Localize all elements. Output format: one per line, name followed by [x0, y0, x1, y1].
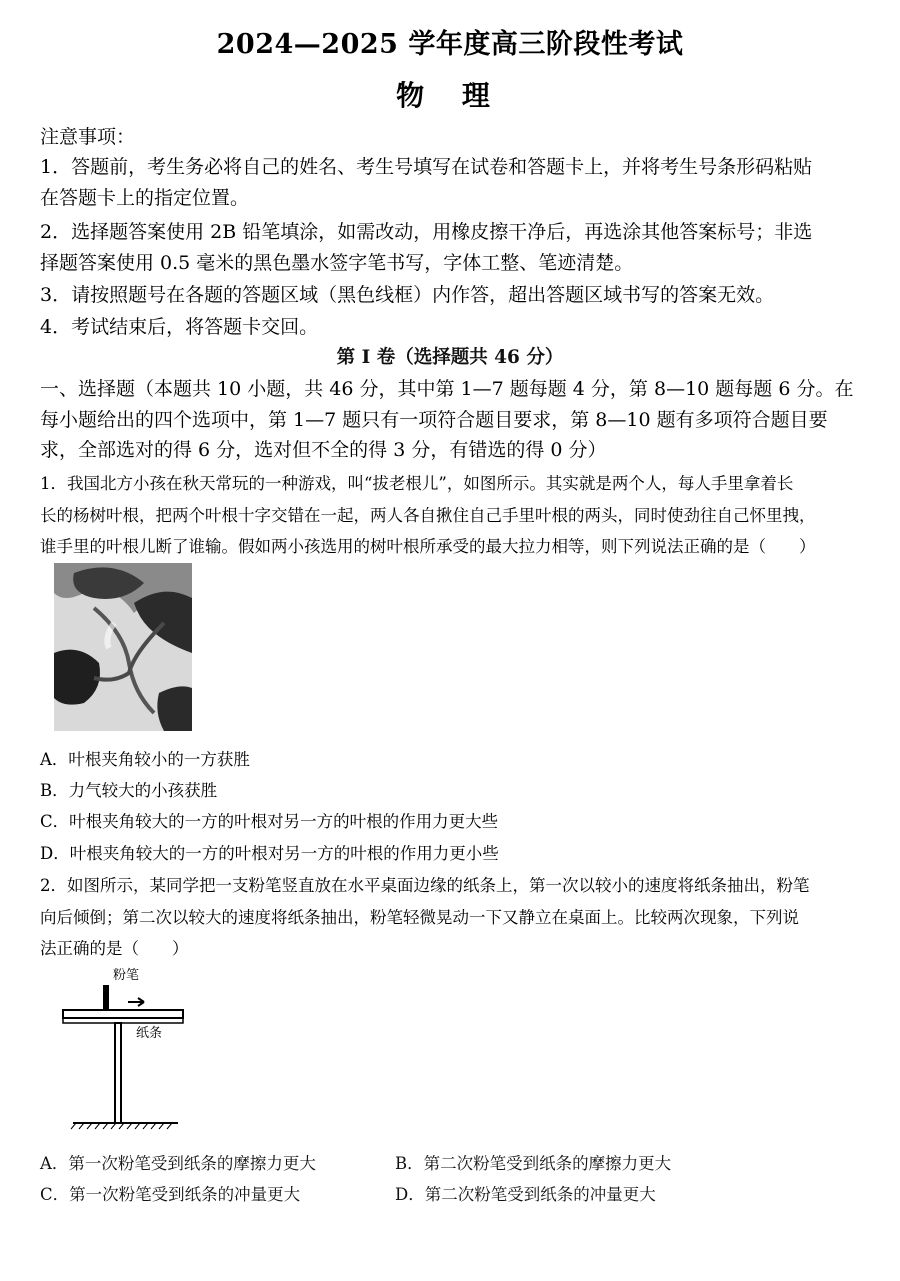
chalk-label: 粉笔 — [113, 968, 140, 983]
notice-line: 在答题卡上的指定位置。 — [40, 187, 250, 209]
question-2-option-b: B．第二次粉笔受到纸条的摩擦力更大 — [395, 1154, 672, 1173]
notice-line: 3．请按照题号在各题的答题区域（黑色线框）内作答，超出答题区域书写的答案无效。 — [40, 284, 775, 306]
chalk-paper-diagram — [58, 965, 188, 1135]
question-1-option-d: D．叶根夹角较大的一方的叶根对另一方的叶根的作用力更小些 — [40, 844, 499, 863]
section-instruction: 一、选择题（本题共 10 小题，共 46 分，其中第 1—7 题每题 4 分，第 8—10 题每题 6 分。在 — [40, 378, 854, 400]
notice-line: 2．选择题答案使用 2B 铅笔填涂，如需改动，用橡皮擦干净后，再选涂其他答案标号；非选 — [40, 221, 813, 243]
exam-title: 2024—2025 学年度高三阶段性考试 — [216, 29, 684, 60]
question-1-option-b: B．力气较大的小孩获胜 — [40, 781, 218, 800]
question-1-stem: 谁手里的叶根儿断了谁输。假如两小孩选用的树叶根所承受的最大拉力相等，则下列说法正确的是（ ） — [40, 537, 816, 556]
subject-title: 物 理 — [396, 79, 504, 112]
notice-heading: 注意事项： — [40, 126, 136, 148]
question-2-stem: 法正确的是（ ） — [40, 939, 189, 958]
paper-label: 纸条 — [136, 1026, 163, 1041]
section-instruction: 求，全部选对的得 6 分，选对但不全的得 3 分，有错选的得 0 分） — [40, 439, 607, 461]
section-title: 第 I 卷（选择题共 46 分） — [336, 347, 564, 368]
notice-line: 择题答案使用 0.5 毫米的黑色墨水签字笔书写，字体工整、笔迹清楚。 — [40, 252, 634, 274]
question-2-option-c: C．第一次粉笔受到纸条的冲量更大 — [40, 1185, 301, 1204]
question-1-option-a: A．叶根夹角较小的一方获胜 — [40, 750, 250, 769]
question-2-option-d: D．第二次粉笔受到纸条的冲量更大 — [395, 1185, 656, 1204]
notice-line: 1．答题前，考生务必将自己的姓名、考生号填写在试卷和答题卡上，并将考生号条形码粘贴 — [40, 156, 813, 178]
question-1-option-c: C．叶根夹角较大的一方的叶根对另一方的叶根的作用力更大些 — [40, 812, 499, 831]
question-2-stem: 2．如图所示，某同学把一支粉笔竖直放在水平桌面边缘的纸条上，第一次以较小的速度将纸条抽出，粉笔 — [40, 876, 810, 895]
notice-line: 4．考试结束后，将答题卡交回。 — [40, 316, 319, 338]
question-2-stem: 向后倾倒；第二次以较大的速度将纸条抽出，粉笔轻微晃动一下又静立在桌面上。比较两次现象，下列说 — [40, 908, 799, 927]
question-1-stem: 1．我国北方小孩在秋天常玩的一种游戏，叫“拔老根儿”，如图所示。其实就是两个人，每人手里拿着长 — [40, 474, 794, 493]
question-2-option-a: A．第一次粉笔受到纸条的摩擦力更大 — [40, 1154, 316, 1173]
question-1-stem: 长的杨树叶根，把两个叶根十字交错在一起，两人各自揪住自己手里叶根的两头，同时使劲往自己怀里拽， — [40, 506, 816, 525]
section-instruction: 每小题给出的四个选项中，第 1—7 题只有一项符合题目要求，第 8—10 题有多项符合题目要 — [40, 409, 828, 431]
leaf-stem-photo — [54, 563, 192, 731]
